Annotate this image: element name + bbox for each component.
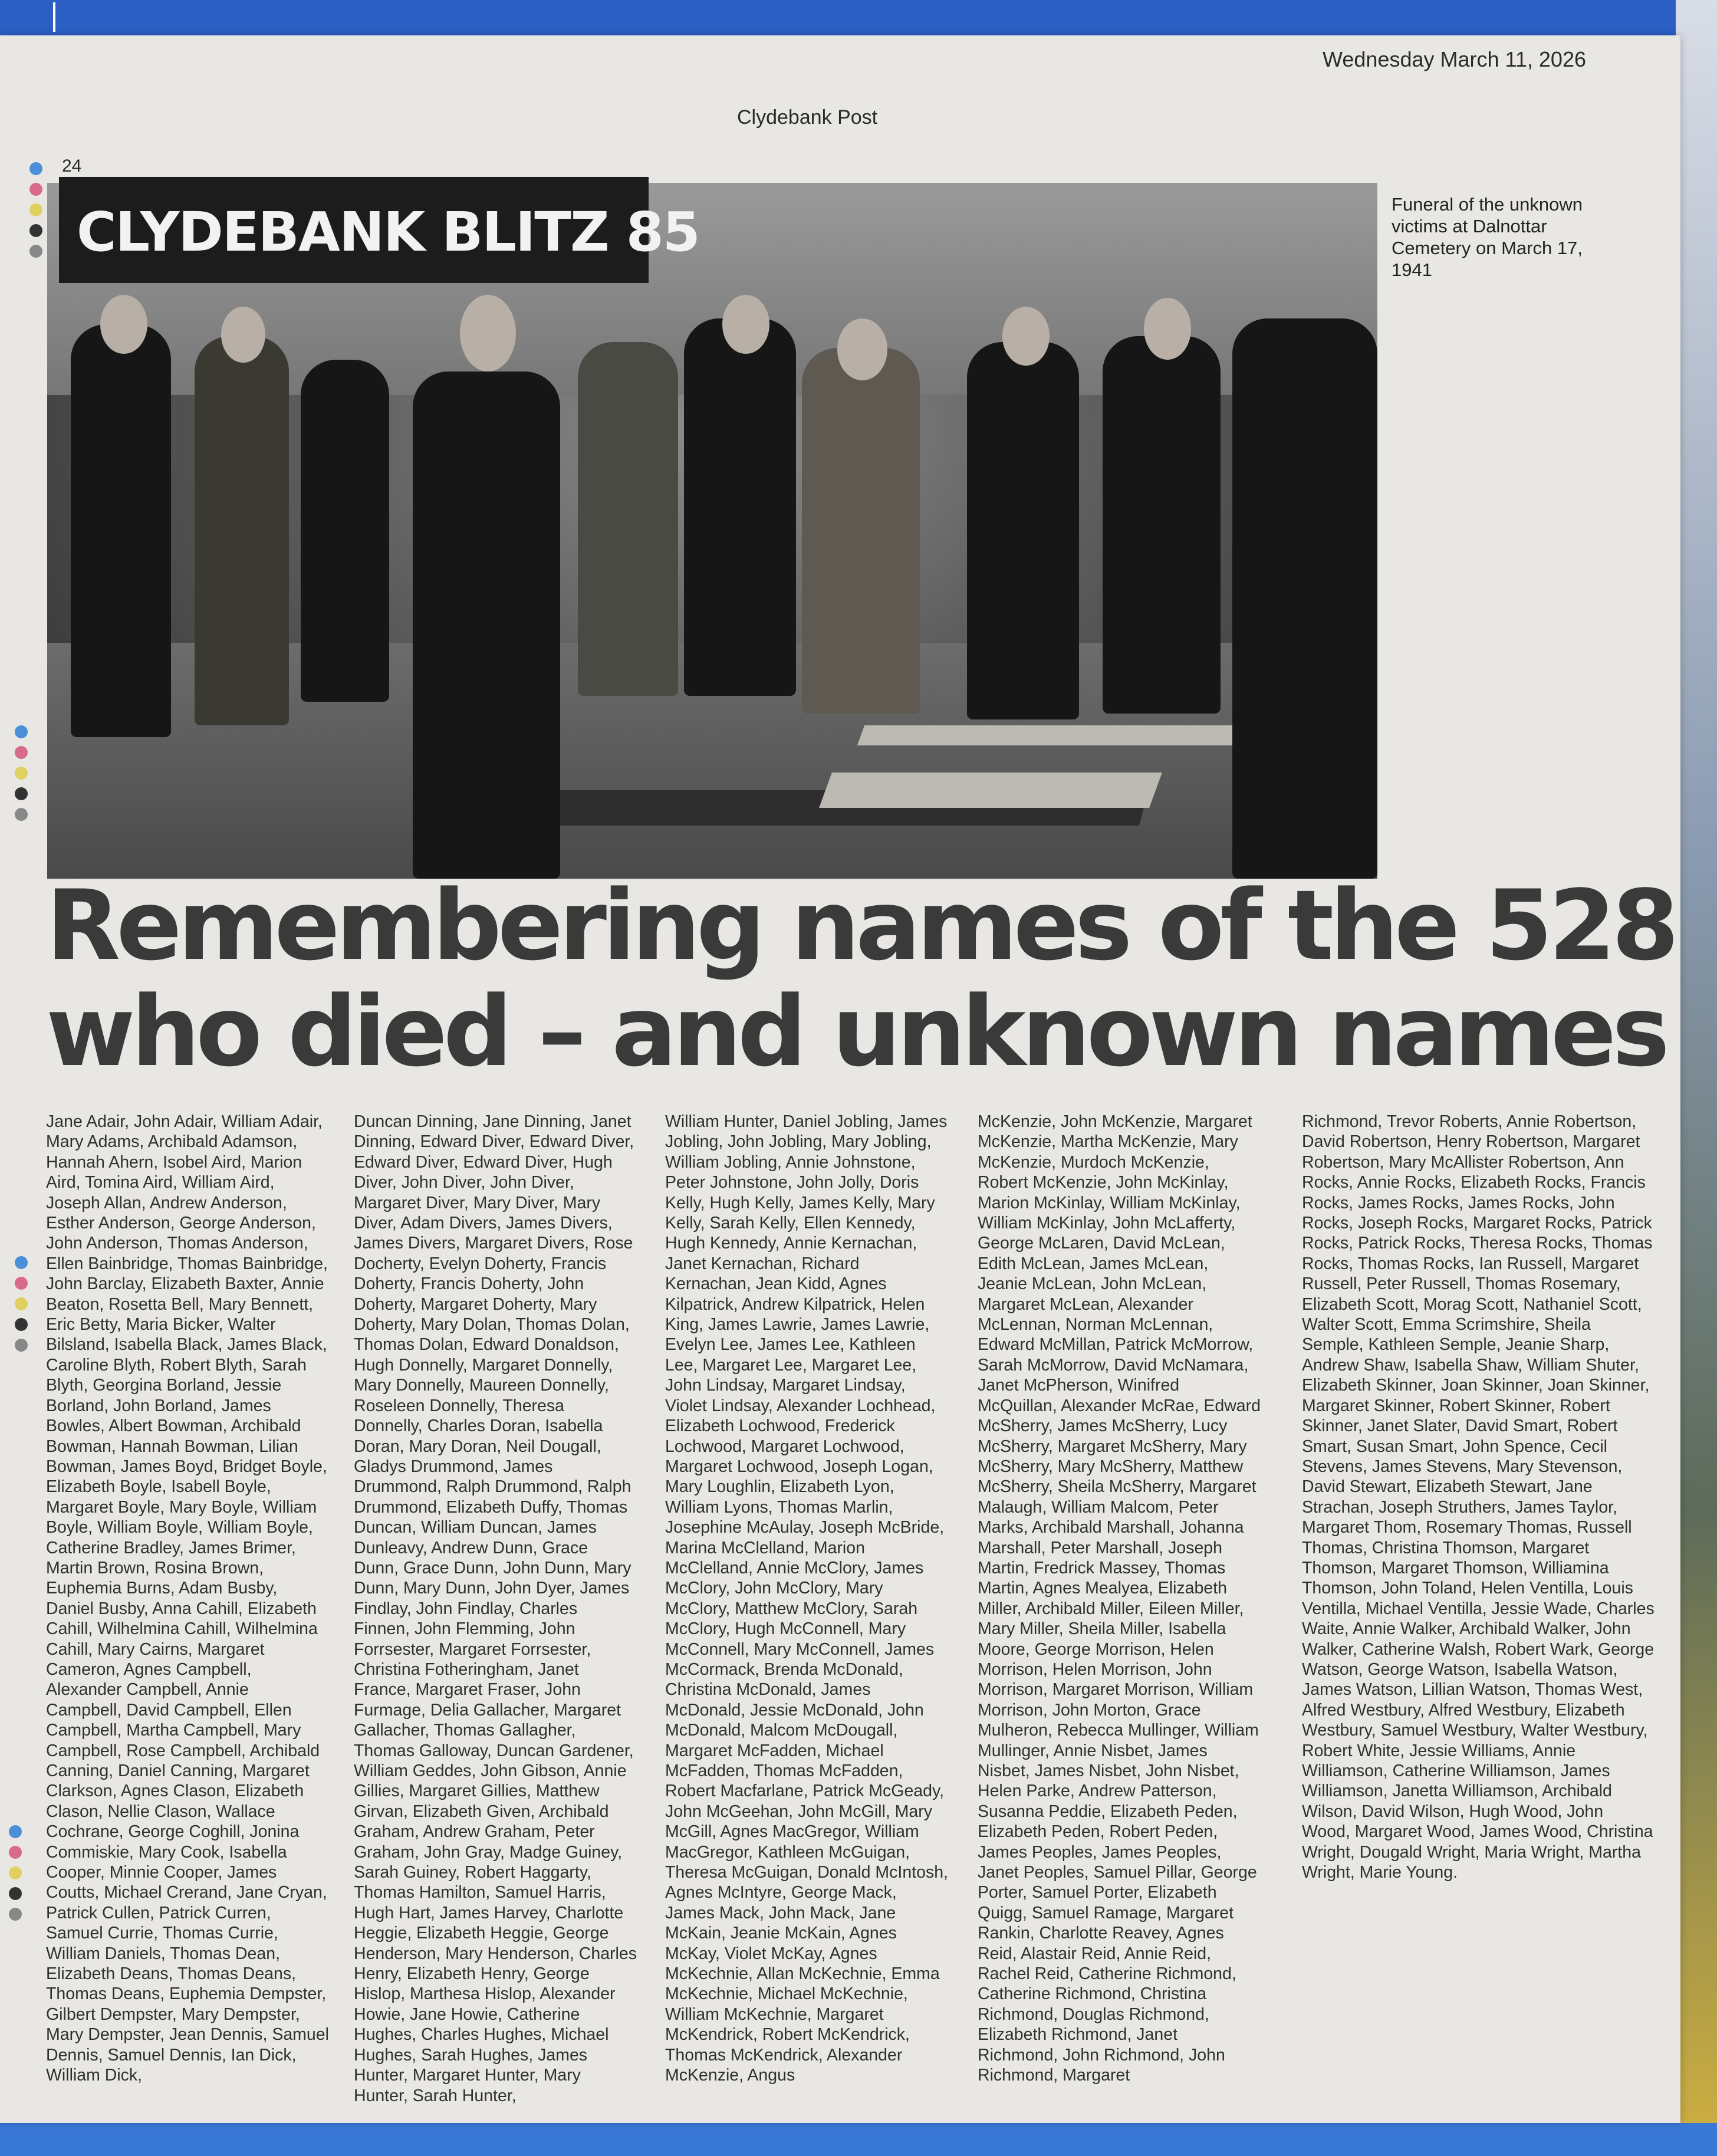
policeman-figure [684,318,796,696]
registration-dot [29,183,42,196]
registration-dot [9,1866,22,1879]
registration-dot [29,245,42,258]
page-number: 24 [62,156,82,176]
headline-line-2: who died – and unknown names [46,975,1666,1088]
registration-dot [15,808,28,821]
mourner-head [1144,298,1191,360]
registration-dot [15,787,28,800]
workman-figure [802,348,920,714]
minister-figure [413,372,560,879]
adjacent-page-strip [0,0,1717,35]
names-column-3: William Hunter, Daniel Jobling, James Jobling, John Jobling, Mary Jobling, William Jobling, Annie Johnstone, Peter Johnstone, John Jolly, Doris Kelly, Hugh Kelly, James Kelly, Mary Kelly, Sarah Kelly, Ellen Kennedy, Hugh Kennedy, Annie Kernachan, Janet Kernachan, Richard Kernachan, Jean Kidd, Agnes Kilpatrick, Andrew Kilpatrick, Helen King, James Lawrie, James Lawrie, Evelyn Lee, James Lee, Kathleen Lee, Margaret Lee, Margaret Lee, John Lindsay, Margaret Lindsay, Violet Lindsay, Alexander Lochhead, Elizabeth Lochwood, Frederick Lochwood, Margaret Lochwood, Margaret Lochwood, Joseph Logan, Mary Loughlin, Elizabeth Lyon, William Lyons, Thomas Marlin, Josephine McAulay, Joseph McBride, Marina McClelland, Marion McClelland, Annie McClory, James McClory, John McClory, Mary McClory, Matthew McClory, Sarah McClory, Hugh McConnell, Mary McConnell, Mary McConnell, James McCormack, Brenda McDonald, Christina McDonald, James McDonald, Jessie McDonald, John McDonald, Malcom McDougall, Margaret McFadden, Michael McFadden, Thomas McFadden, Robert Macfarlane, Patrick McGeady, John McGeehan, John McGill, Mary McGill, Agnes MacGregor, William MacGregor, Kathleen McGuigan, Theresa McGuigan, Donald McIntosh, Agnes McIntyre, George Mack, James Mack, John Mack, Jane McKain, Jeanie McKain, Agnes McKay, Violet McKay, Agnes McKechnie, Allan McKechnie, Emma McKechnie, Michael McKechnie, William McKechnie, Margaret McKendrick, Robert McKendrick, Thomas McKendrick, Alexander McKenzie, Angus [665,1112,948,2085]
names-column-5: Richmond, Trevor Roberts, Annie Robertson, David Robertson, Henry Robertson, Margaret Robertson, Mary McAllister Robertson, Ann Rocks, Annie Rocks, Elizabeth Rocks, Francis Rocks, James Rocks, James Rocks, John Rocks, Joseph Rocks, Margaret Rocks, Patrick Rocks, Patrick Rocks, Theresa Rocks, Thomas Rocks, Thomas Rocks, Ian Russell, Margaret Russell, Peter Russell, Thomas Rosemary, Elizabeth Scott, Morag Scott, Nathaniel Scott, Walter Scott, Emma Scrimshire, Sheila Semple, Kathleen Semple, Jeanie Sharp, Andrew Shaw, Isabella Shaw, William Shuter, Elizabeth Skinner, Joan Skinner, Joan Skinner, Margaret Skinner, Robert Skinner, Robert Skinner, Janet Slater, David Smart, Robert Smart, Susan Smart, John Spence, Cecil Stevens, James Stevens, Mary Stevenson, David Stewart, Elizabeth Stewart, Jane Strachan, Joseph Struthers, James Taylor, Margaret Thom, Rosemary Thomas, Russell Thomas, Christina Thomson, Margaret Thomson, Margaret Thomson, Williamina Thomson, John Toland, Helen Ventilla, Louis Ventilla, Michael Ventilla, Jessie Wade, Charles Waite, Annie Walker, Archibald Walker, John Walker, Catherine Walsh, Robert Wark, George Watson, George Watson, Isabella Watson, James Watson, Lillian Watson, Thomas West, Alfred Westbury, Alfred Westbury, Elizabeth Westbury, Samuel Westbury, Walter Westbury, Robert White, Jessie Williams, Annie Williamson, Catherine Williamson, James Williamson, Janetta Williamson, Archibald Wilson, David Wilson, Hugh Wood, John Wood, Margaret Wood, James Wood, Christina Wright, Dougald Wright, Maria Wright, Martha Wright, Marie Young. [1302,1112,1654,1882]
registration-dot [15,1318,28,1331]
headline-line-1: Remembering names of the 528 [46,869,1675,982]
registration-dot [9,1825,22,1838]
names-column-4: McKenzie, John McKenzie, Margaret McKenzie, Martha McKenzie, Mary McKenzie, Murdoch McKenzie, Robert McKenzie, John McKinlay, Marion McKinlay, William McKinlay, William McKinlay, John McLafferty, George McLaren, David McLean, Edith McLean, James McLean, Jeanie McLean, John McLean, Margaret McLean, Alexander McLennan, Norman McLennan, Edward McMillan, Patrick McMorrow, Sarah McMorrow, David McNamara, Janet McPherson, Winifred McQuillan, Alexander McRae, Edward McSherry, James McSherry, Lucy McSherry, Margaret McSherry, Mary McSherry, Mary McSherry, Matthew McSherry, Sheila McSherry, Margaret Malaugh, William Malcom, Peter Marks, Archibald Marshall, Johanna Marshall, Peter Marshall, Joseph Martin, Fredrick Massey, Thomas Martin, Agnes Mealyea, Elizabeth Miller, Archibald Miller, Eileen Miller, Mary Miller, Sheila Miller, Isabella Moore, George Morrison, Helen Morrison, Helen Morrison, John Morrison, Margaret Morrison, William Morrison, John Morton, Grace Mulheron, Rebecca Mullinger, William Mullinger, Annie Nisbet, James Nisbet, James Nisbet, John Nisbet, Helen Parke, Andrew Patterson, Susanna Peddie, Elizabeth Peden, Elizabeth Peden, Robert Peden, James Peoples, James Peoples, Janet Peoples, Samuel Pillar, George Porter, Samuel Porter, Elizabeth Quigg, Samuel Ramage, Margaret Rankin, Charlotte Reavey, Agnes Reid, Alastair Reid, Annie Reid, Rachel Reid, Catherine Richmond, Catherine Richmond, Christina Richmond, Douglas Richmond, Elizabeth Richmond, Janet Richmond, John Richmond, John Richmond, Margaret [978,1112,1261,2085]
grave-plank [819,773,1162,808]
registration-dot [15,1297,28,1310]
cutting-mat-edge [0,2123,1717,2156]
registration-dot [29,203,42,216]
registration-mark [53,2,108,32]
grave-plank [857,725,1277,745]
registration-dot [15,1256,28,1269]
mourner-figure [967,342,1079,719]
mourner-figure [578,342,678,696]
registration-dot [15,746,28,759]
newspaper-name: Clydebank Post [737,106,878,129]
section-kicker: CLYDEBANK BLITZ 85 [59,177,649,283]
mourner-head [1002,307,1050,366]
registration-dot [15,1277,28,1290]
policeman-head [722,295,769,354]
registration-dot [15,767,28,780]
minister-head [460,295,516,372]
mourner-figure [301,360,389,702]
soldier-head [221,307,265,363]
headline [46,869,1675,1088]
registration-dot [9,1887,22,1900]
registration-dot [9,1908,22,1921]
registration-dot [29,224,42,237]
workman-head [837,318,887,380]
mourner-figure [1232,318,1377,879]
photo-caption: Funeral of the unknown victims at Dalnottar Cemetery on March 17, 1941 [1392,194,1583,280]
background-edge [1676,0,1717,2156]
issue-date: Wednesday March 11, 2026 [1323,47,1586,71]
mourner-head [100,295,147,354]
registration-dot [15,1339,28,1352]
mourner-figure [71,324,171,737]
registration-dot [29,162,42,175]
soldier-figure [195,336,289,725]
funeral-photo [47,183,1377,879]
names-column-1: Jane Adair, John Adair, William Adair, Mary Adams, Archibald Adamson, Hannah Ahern, Isobel Aird, Marion Aird, Tomina Aird, William Aird, Joseph Allan, Andrew Anderson, Esther Anderson, George Anderson, John Anderson, Thomas Anderson, Ellen Bainbridge, Thomas Bainbridge, John Barclay, Elizabeth Baxter, Annie Beaton, Rosetta Bell, Mary Bennett, Eric Betty, Maria Bicker, Walter Bilsland, Isabella Black, James Black, Caroline Blyth, Robert Blyth, Sarah Blyth, Georgina Borland, Jessie Borland, John Borland, James Bowles, Albert Bowman, Archibald Bowman, Hannah Bowman, Lilian Bowman, James Boyd, Bridget Boyle, Elizabeth Boyle, Isabell Boyle, Margaret Boyle, Mary Boyle, William Boyle, William Boyle, William Boyle, Catherine Bradley, James Brimer, Martin Brown, Rosina Brown, Euphemia Burns, Adam Busby, Daniel Busby, Anna Cahill, Elizabeth Cahill, Wilhelmina Cahill, Wilhelmina Cahill, Mary Cairns, Margaret Cameron, Agnes Campbell, Alexander Campbell, Annie Campbell, David Campbell, Ellen Campbell, Martha Campbell, Mary Campbell, Rose Campbell, Archibald Canning, Daniel Canning, Margaret Clarkson, Agnes Clason, Elizabeth Clason, Nellie Clason, Wallace Cochrane, George Coghill, Jonina Commiskie, Mary Cook, Isabella Cooper, Minnie Cooper, James Coutts, Michael Crerand, Jane Cryan, Patrick Cullen, Patrick Curren, Samuel Currie, Thomas Currie, William Daniels, Thomas Dean, Elizabeth Deans, Thomas Deans, Thomas Deans, Euphemia Dempster, Gilbert Dempster, Mary Dempster, Mary Dempster, Jean Dennis, Samuel Dennis, Samuel Dennis, Ian Dick, William Dick, [46,1112,329,2085]
newspaper-page [0,35,1680,2123]
mourner-figure [1103,336,1221,714]
names-column-2: Duncan Dinning, Jane Dinning, Janet Dinning, Edward Diver, Edward Diver, Edward Diver, Edward Diver, Hugh Diver, John Diver, John Diver, Margaret Diver, Mary Diver, Mary Diver, Adam Divers, James Divers, James Divers, Margaret Divers, Rose Docherty, Evelyn Doherty, Francis Doherty, Francis Doherty, John Doherty, Margaret Doherty, Mary Doherty, Mary Dolan, Thomas Dolan, Thomas Dolan, Edward Donaldson, Hugh Donnelly, Margaret Donnelly, Mary Donnelly, Maureen Donnelly, Roseleen Donnelly, Theresa Donnelly, Charles Doran, Isabella Doran, Mary Doran, Neil Dougall, Gladys Drummond, James Drummond, Ralph Drummond, Ralph Drummond, Elizabeth Duffy, Thomas Duncan, William Duncan, James Dunleavy, Andrew Dunn, Grace Dunn, Grace Dunn, John Dunn, Mary Dunn, Mary Dunn, John Dyer, James Findlay, John Findlay, Charles Finnen, John Flemming, John Forrsester, Margaret Forrsester, Christina Fotheringham, Janet France, Margaret Fraser, John Furmage, Delia Gallacher, Margaret Gallacher, Thomas Gallagher, Thomas Galloway, Duncan Gardener, William Geddes, John Gibson, Annie Gillies, Margaret Gillies, Matthew Girvan, Elizabeth Given, Archibald Graham, Andrew Graham, Peter Graham, John Gray, Madge Guiney, Sarah Guiney, Robert Haggarty, Thomas Hamilton, Samuel Harris, Hugh Hart, James Harvey, Charlotte Heggie, Elizabeth Heggie, George Henderson, Mary Henderson, Charles Henry, Elizabeth Henry, George Hislop, Marthesa Hislop, Alexander Howie, Jane Howie, Catherine Hughes, Charles Hughes, Michael Hughes, Sarah Hughes, James Hunter, Margaret Hunter, Mary Hunter, Sarah Hunter, [354,1112,637,2105]
registration-dot [9,1846,22,1859]
registration-dot [15,725,28,738]
